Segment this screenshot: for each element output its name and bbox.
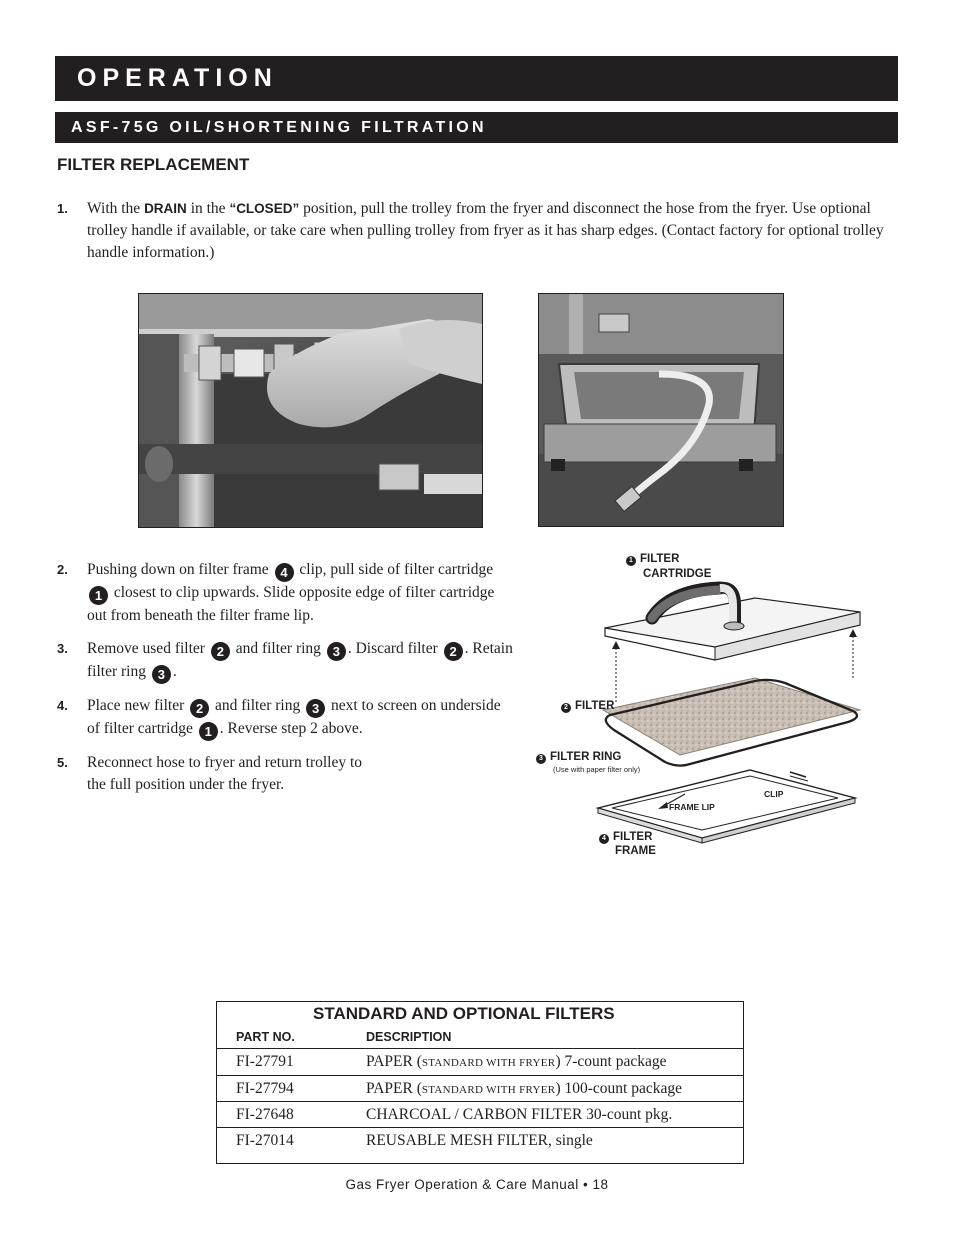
step-number: 3.: [57, 641, 68, 656]
table-row: [217, 1075, 743, 1102]
filters-table: [216, 1001, 744, 1164]
part-description: CHARCOAL / CARBON FILTER 30-count pkg.: [366, 1106, 673, 1123]
filter-label: FILTER: [575, 700, 615, 712]
callout-badge: 4: [275, 563, 294, 582]
filter-assembly-diagram: [530, 550, 900, 860]
step-number: 4.: [57, 698, 68, 713]
filter-ring-label: FILTER RING: [550, 751, 622, 763]
column-header-part: PART NO.: [236, 1030, 295, 1044]
part-number: FI-27014: [236, 1132, 294, 1149]
step-text: Remove used filter 2 and filter ring 3 . Discard filter 2 . Retain filter ring 3 .: [87, 640, 513, 682]
step-text: Reconnect hose to fryer and return trolley to the full position under the fryer.: [87, 754, 363, 793]
part-description: REUSABLE MESH FILTER, single: [366, 1132, 593, 1149]
table-row: [217, 1127, 743, 1163]
part-number: FI-27648: [236, 1106, 294, 1123]
callout-badge: 3: [327, 642, 346, 661]
step-text: Pushing down on filter frame 4 clip, pull side of filter cartridge 1 closest to clip upwards. Slide opposite edge of filter cartridge out from beneath the filter frame lip.: [87, 561, 495, 624]
filter-trolley-photo: [538, 293, 784, 527]
step-number: 1.: [57, 201, 68, 216]
callout-badge: 3: [152, 665, 171, 684]
section-heading: FILTER REPLACEMENT: [57, 155, 250, 174]
step-3: [57, 638, 517, 684]
callout-badge: 4: [599, 834, 609, 844]
part-description: PAPER (STANDARD WITH FRYER) 100-count package: [366, 1080, 682, 1097]
frame-label-2: FRAME: [615, 845, 656, 857]
step-2: [57, 559, 517, 627]
table-title: STANDARD AND OPTIONAL FILTERS: [313, 1004, 615, 1023]
cartridge-label-2: CARTRIDGE: [643, 568, 712, 580]
callout-badge: 2: [211, 642, 230, 661]
step-1: [57, 198, 897, 264]
part-number: FI-27791: [236, 1053, 294, 1070]
section-banner: ASF-75G OIL/SHORTENING FILTRATION: [55, 112, 898, 143]
callout-badge: 2: [444, 642, 463, 661]
part-description: PAPER (STANDARD WITH FRYER) 7-count package: [366, 1053, 667, 1070]
step-4: [57, 695, 517, 741]
frame-lip-label: FRAME LIP: [669, 802, 715, 812]
page-title: OPERATION: [55, 56, 898, 101]
part-number: FI-27794: [236, 1080, 294, 1097]
callout-badge: 1: [199, 722, 218, 741]
callout-badge: 2: [561, 703, 571, 713]
table-row: [217, 1048, 743, 1075]
step-number: 2.: [57, 562, 68, 577]
filter-ring-note: (Use with paper filter only): [553, 765, 641, 774]
clip-label: CLIP: [764, 789, 784, 799]
hose-disconnect-photo: [138, 293, 483, 528]
step-5: [57, 752, 517, 796]
callout-badge: 1: [626, 556, 636, 566]
step-text: With the DRAIN in the “CLOSED” position, pull the trolley from the fryer and disconnect the hose from the fryer. Use optional trolley handle if available, or take care when pulling trolley from fryer as it has sharp edges. (Contact factory for optional trolley handle information.): [87, 200, 884, 261]
callout-badge: 3: [536, 754, 546, 764]
page-footer: Gas Fryer Operation & Care Manual • 18: [345, 1177, 609, 1192]
table-row: [217, 1101, 743, 1128]
callout-badge: 3: [306, 699, 325, 718]
callout-badge: 1: [89, 586, 108, 605]
cartridge-label: FILTER: [640, 553, 680, 565]
frame-label: FILTER: [613, 831, 653, 843]
callout-badge: 2: [190, 699, 209, 718]
step-text: Place new filter 2 and filter ring 3 next to screen on underside of filter cartridge 1 . Reverse step 2 above.: [87, 697, 501, 739]
step-number: 5.: [57, 755, 68, 770]
column-header-description: DESCRIPTION: [366, 1030, 452, 1044]
